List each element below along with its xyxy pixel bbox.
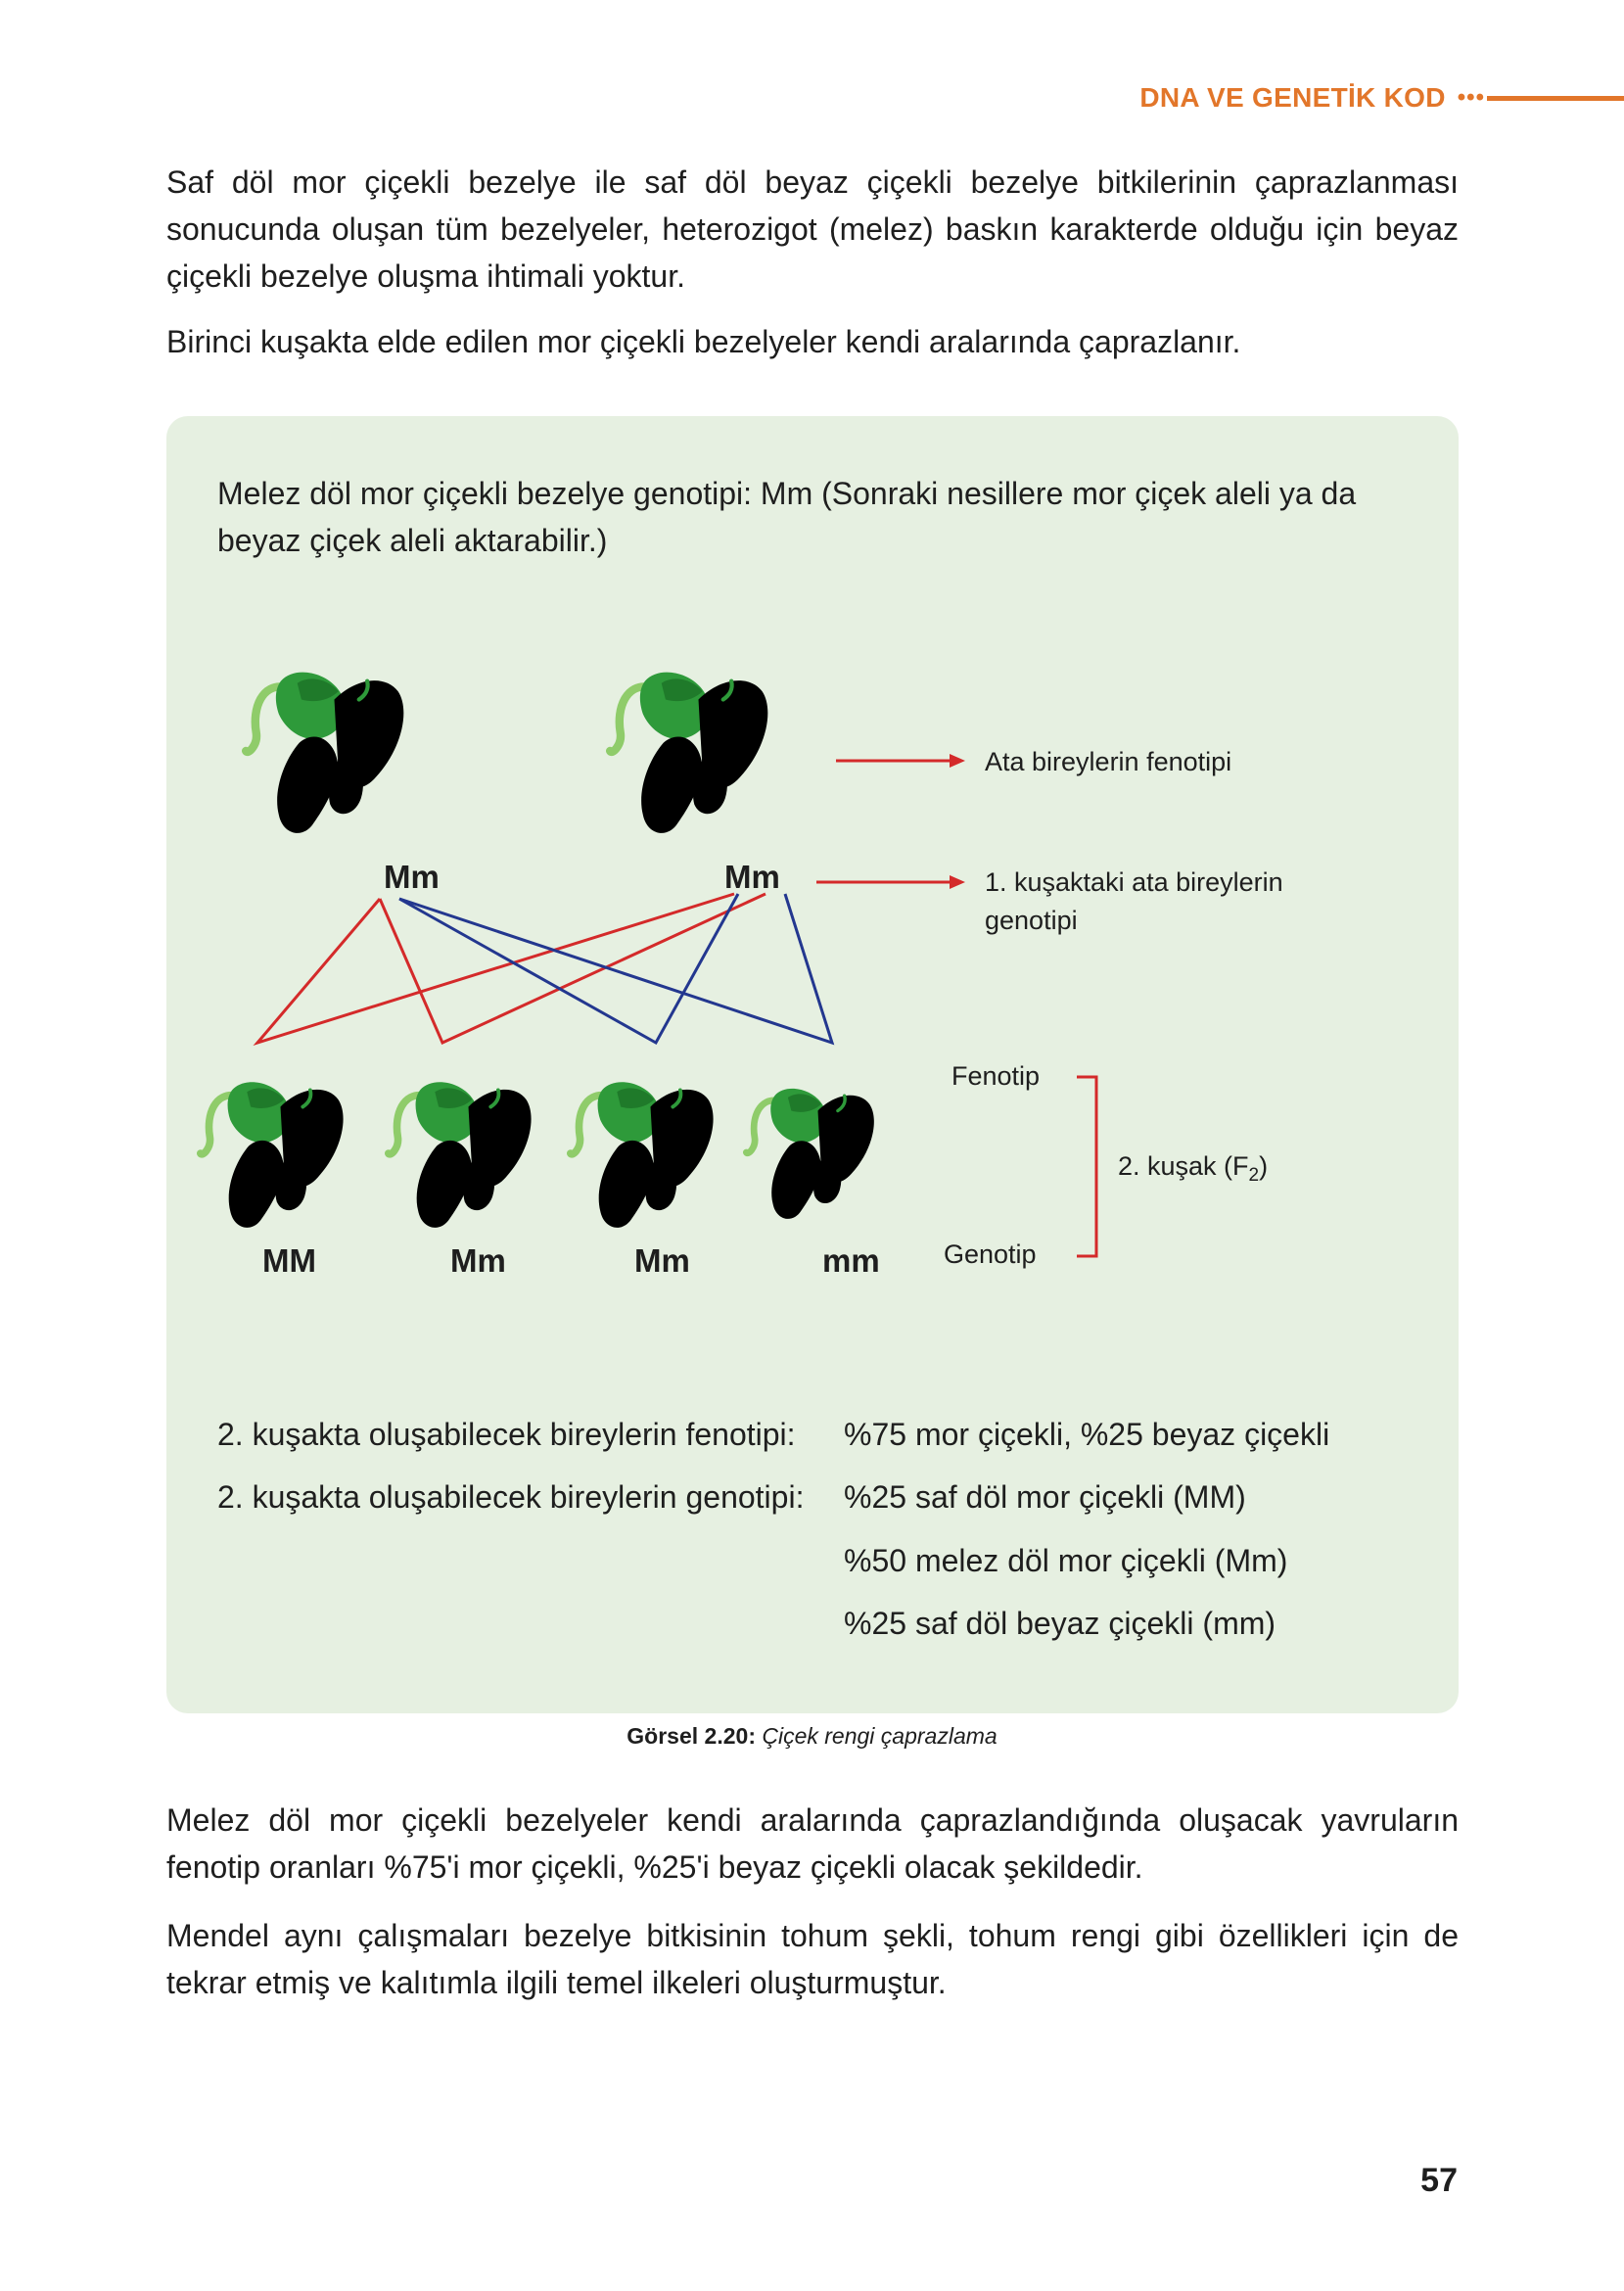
offspring-flower-mm-hetero-1 xyxy=(389,1082,532,1228)
header-dots: ••• xyxy=(1457,84,1485,111)
result-genotype-label: 2. kuşakta oluşabilecek bireylerin genotipi: xyxy=(217,1479,805,1515)
arrow-genotype xyxy=(816,875,965,889)
result-genotype-value-2: %50 melez döl mor çiçekli (Mm) xyxy=(844,1543,1288,1578)
paragraph-2: Birinci kuşakta elde edilen mor çiçekli bezelyeler kendi aralarında çaprazlanır. xyxy=(166,324,1241,359)
running-header xyxy=(1139,78,1624,117)
parent-genotype-1: Mm xyxy=(384,859,440,895)
result-phenotype-value: %75 mor çiçekli, %25 beyaz çiçekli xyxy=(844,1417,1330,1452)
offspring-genotype-2: Mm xyxy=(450,1242,506,1279)
page-number: 57 xyxy=(1420,2162,1458,2199)
header-rule xyxy=(1487,96,1624,101)
paragraph-1: Saf döl mor çiçekli bezelye ile saf döl beyaz çiçekli bezelye bitkilerinin çaprazlanması sonucunda oluşan tüm bezelyeler, heterozigot (melez) baskın karakterde olduğu için beyaz çiçekli bezelye oluşma ihtimali yoktur. xyxy=(166,164,1459,294)
cross-diagram xyxy=(166,416,1459,1395)
offspring-flower-mm-hetero-2 xyxy=(571,1082,714,1228)
result-genotype-row xyxy=(217,1475,1246,1519)
label-parent-genotype-line1: 1. kuşaktaki ata bireylerin xyxy=(985,867,1283,897)
parent-flower-1 xyxy=(246,673,403,833)
box-intro-text: Melez döl mor çiçekli bezelye genotipi: Mm (Sonraki nesillere mor çiçek aleli ya da beyaz çiçek aleli aktarabilir.) xyxy=(217,476,1357,558)
parent-genotype-2: Mm xyxy=(724,859,780,895)
offspring-flower-mm-recessive xyxy=(746,1089,873,1219)
cross-lines-blue xyxy=(399,894,832,1043)
result-genotype-value-3: %25 saf döl beyaz çiçekli (mm) xyxy=(844,1606,1276,1641)
offspring-flower-mm-dominant xyxy=(201,1082,344,1228)
label-f2-main: 2. kuşak (F xyxy=(1118,1151,1249,1181)
label-parent-genotype-line2: genotipi xyxy=(985,906,1078,935)
offspring-genotype-3: Mm xyxy=(634,1242,690,1279)
label-parent-phenotype: Ata bireylerin fenotipi xyxy=(985,747,1232,776)
paragraph-4: Mendel aynı çalışmaları bezelye bitkisinin tohum şekli, tohum rengi gibi özellikleri için de tekrar etmiş ve kalıtımla ilgili temel ilkeleri oluşturmuştur. xyxy=(166,1918,1459,2000)
label-f2 xyxy=(1118,1151,1268,1186)
result-phenotype-label: 2. kuşakta oluşabilecek bireylerin fenotipi: xyxy=(217,1417,796,1452)
label-f2-subscript: 2 xyxy=(1248,1165,1260,1186)
parent-flower-2 xyxy=(610,673,767,833)
offspring-genotype-4: mm xyxy=(822,1242,880,1279)
caption-text: Çiçek rengi çaprazlama xyxy=(762,1723,998,1749)
caption-label: Görsel 2.20: xyxy=(626,1723,756,1749)
result-phenotype-row xyxy=(217,1413,1329,1456)
offspring-genotype-1: MM xyxy=(262,1242,316,1279)
paragraph-3: Melez döl mor çiçekli bezelyeler kendi aralarında çaprazlandığında oluşacak yavruların fenotip oranları %75'i mor çiçekli, %25'i beyaz çiçekli olacak şekildedir. xyxy=(166,1802,1459,1885)
label-genotip: Genotip xyxy=(944,1239,1037,1269)
cross-lines-red xyxy=(257,894,766,1043)
info-box xyxy=(166,416,1459,1713)
result-genotype-value-1: %25 saf döl mor çiçekli (MM) xyxy=(844,1479,1246,1515)
figure-caption xyxy=(0,1723,1624,1750)
header-title: DNA VE GENETİK KOD xyxy=(1139,82,1446,113)
arrow-phenotype xyxy=(836,754,965,768)
label-fenotip: Fenotip xyxy=(951,1061,1041,1091)
label-f2-end: ) xyxy=(1259,1151,1269,1181)
f2-bracket xyxy=(1077,1077,1096,1256)
